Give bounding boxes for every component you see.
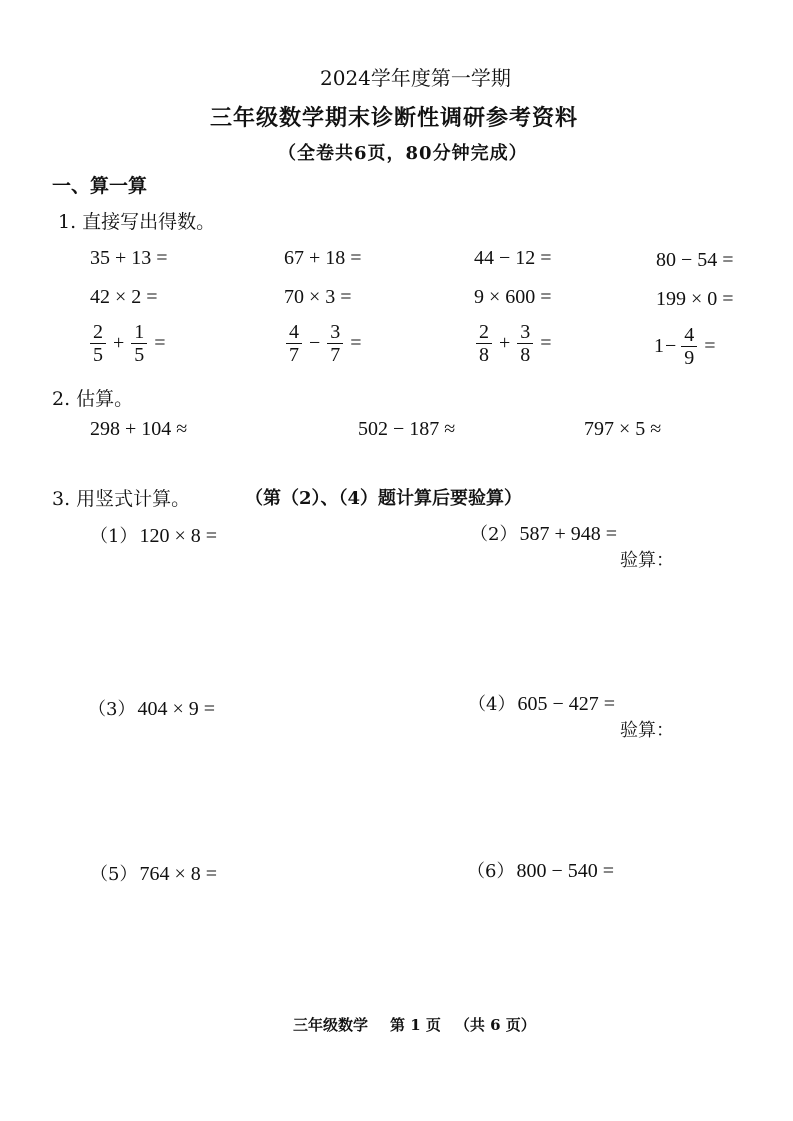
- footer-page-number: 第 1 页: [390, 1016, 441, 1034]
- vertical-calc-item: [88, 695, 215, 721]
- item-expression: 605 − 427 =: [517, 693, 616, 715]
- item-expression: 800 − 540 =: [516, 860, 615, 882]
- fraction: $\frac{1}{5}$: [131, 321, 147, 366]
- exam-title: 三年级数学期末诊断性调研参考资料: [210, 105, 579, 131]
- fraction: $\frac{2}{5}$: [90, 321, 106, 366]
- estimate-item: 298 + 104 ≈: [90, 418, 188, 440]
- item-number: （2）: [470, 524, 518, 545]
- term-heading: 2024学年度第一学期: [320, 66, 511, 90]
- footer-total-pages: （共 6 页）: [454, 1016, 536, 1034]
- item-number: （1）: [90, 526, 138, 547]
- calc-item: 80 − 54 =: [656, 249, 734, 271]
- vertical-calc-item: [90, 860, 217, 886]
- fraction-calc-item: $\frac{2}{8}$ + $\frac{3}{8}$ =: [474, 321, 557, 366]
- estimate-item: 797 × 5 ≈: [584, 418, 662, 440]
- footer-subject: 三年级数学: [293, 1016, 369, 1034]
- fraction: $\frac{2}{8}$: [476, 321, 492, 366]
- item-number: （3）: [88, 699, 136, 720]
- question-3-label: 3. 用竖式计算。: [52, 488, 191, 510]
- item-number: （5）: [90, 864, 138, 885]
- item-expression: 120 × 8 =: [139, 525, 218, 547]
- item-expression: 764 × 8 =: [139, 863, 218, 885]
- section-title: 一、算一算: [52, 175, 148, 197]
- calc-item: 67 + 18 =: [284, 247, 362, 269]
- vertical-calc-item: [470, 520, 617, 546]
- calc-item: 70 × 3 =: [284, 286, 352, 308]
- page-footer: [293, 1014, 536, 1035]
- check-label: 验算：: [620, 550, 674, 571]
- item-number: （4）: [468, 694, 516, 715]
- item-expression: 587 + 948 =: [519, 523, 618, 545]
- estimate-item: 502 − 187 ≈: [358, 418, 456, 440]
- question-3-note: （第（2）、（4）题计算后要验算）: [245, 488, 523, 509]
- vertical-calc-item: [467, 857, 614, 883]
- item-number: （6）: [467, 861, 515, 882]
- exam-duration-note: （全卷共6页，80分钟完成）: [278, 143, 528, 164]
- item-expression: 404 × 9 =: [137, 698, 216, 720]
- fraction-calc-item: $\frac{2}{5}$ + $\frac{1}{5}$ =: [88, 321, 171, 366]
- vertical-calc-item: [90, 522, 217, 548]
- calc-item: 35 + 13 =: [90, 247, 168, 269]
- calc-item: 9 × 600 =: [474, 286, 552, 308]
- fraction: $\frac{4}{7}$: [286, 321, 302, 366]
- calc-item: 199 × 0 =: [656, 288, 734, 310]
- vertical-calc-item: [468, 690, 615, 716]
- fraction: $\frac{3}{8}$: [517, 321, 533, 366]
- fraction: $\frac{4}{9}$: [681, 324, 697, 369]
- question-2-label: 2. 估算。: [52, 388, 134, 410]
- fraction-calc-item: 1 − $\frac{4}{9}$ =: [654, 324, 716, 369]
- calc-item: 42 × 2 =: [90, 286, 158, 308]
- question-1-label: 1. 直接写出得数。: [58, 211, 216, 233]
- fraction: $\frac{3}{7}$: [327, 321, 343, 366]
- check-label: 验算：: [620, 720, 674, 741]
- fraction-calc-item: $\frac{4}{7}$ − $\frac{3}{7}$ =: [284, 321, 367, 366]
- calc-item: 44 − 12 =: [474, 247, 552, 269]
